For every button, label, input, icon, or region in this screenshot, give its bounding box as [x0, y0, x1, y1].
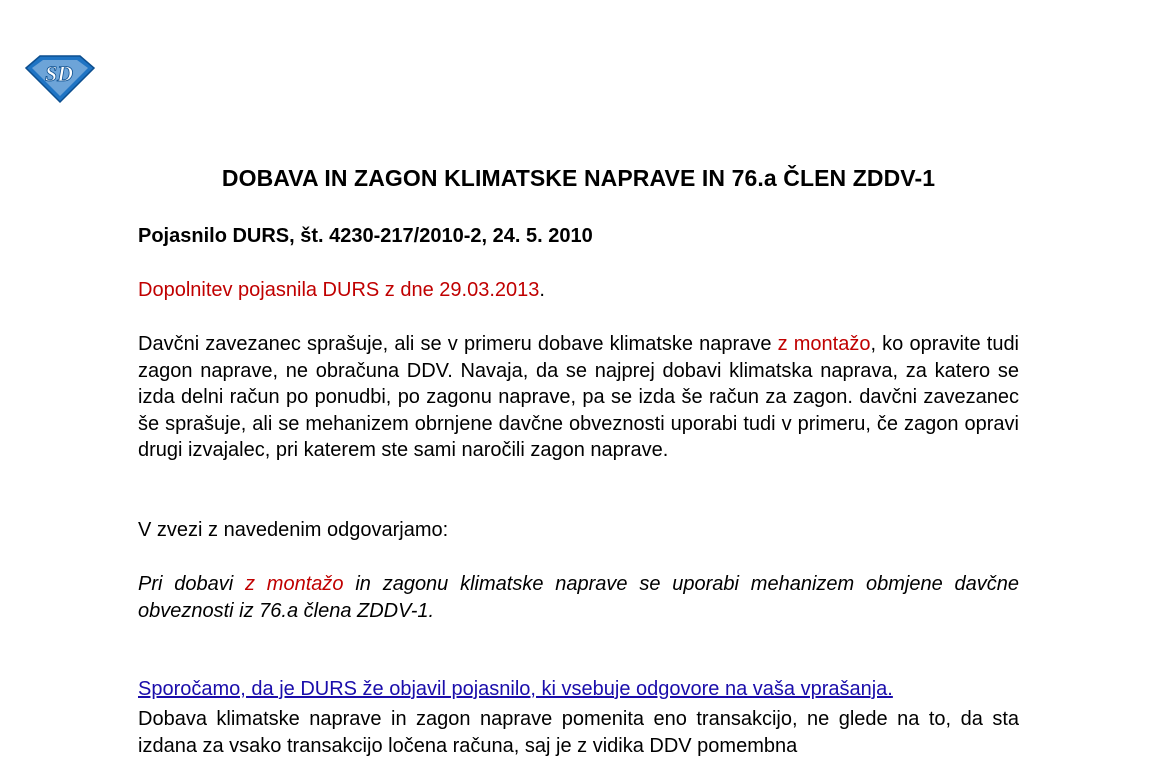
answer-text-end: in zagonu klimatske naprave se uporabi mehanizem obmjene davčne obveznosti iz 76.a člena ZDDV-1. — [138, 573, 1020, 622]
answer-paragraph — [138, 571, 1019, 624]
continuation-paragraph: Dobava klimatske naprave in zagon naprave pomenita eno transakcijo, ne glede na to, da sta izdana za vsako transakcijo ločena računa, saj je z vidika DDV pomembna — [138, 708, 1019, 757]
question-paragraph — [138, 331, 1019, 464]
update-note — [138, 279, 545, 302]
answer-text-start: Pri dobavi — [138, 573, 245, 595]
durs-explanation-link[interactable]: Sporočamo, da je DURS že objavil pojasnilo, ki vsebuje odgovore na vaša vprašanja. — [138, 678, 893, 700]
reference-line: Pojasnilo DURS, št. 4230-217/2010-2, 24. 5. 2010 — [138, 225, 593, 247]
question-text-end: , ko opravite tudi zagon naprave, ne obračuna DDV. Navaja, da se najprej dobavi klimatska naprava, za katero se izda delni račun po ponudbi, po zagonu naprave, pa se izda še račun za zagon. davčni zavezanec še sprašuje, ali se mehanizem obrnjene davčne obveznosti uporabi tudi v primeru, če zagon opravi drugi izvajalec, pri katerem ste sami naročili zagon naprave. — [138, 333, 1020, 462]
update-note-period: . — [539, 279, 545, 301]
update-note-text: Dopolnitev pojasnila DURS z dne 29.03.2013 — [138, 279, 540, 301]
document-title: DOBAVA IN ZAGON KLIMATSKE NAPRAVE IN 76.a ČLEN ZDDV-1 — [221, 165, 936, 191]
answer-highlight: z montažo — [245, 573, 344, 595]
company-logo — [22, 50, 96, 104]
logo-lettering: SD — [44, 61, 74, 86]
answer-intro: V zvezi z navedenim odgovarjamo: — [138, 519, 449, 541]
question-highlight: z montažo — [777, 333, 871, 355]
question-text-start: Davčni zavezanec sprašuje, ali se v primeru dobave klimatske naprave — [138, 333, 778, 355]
